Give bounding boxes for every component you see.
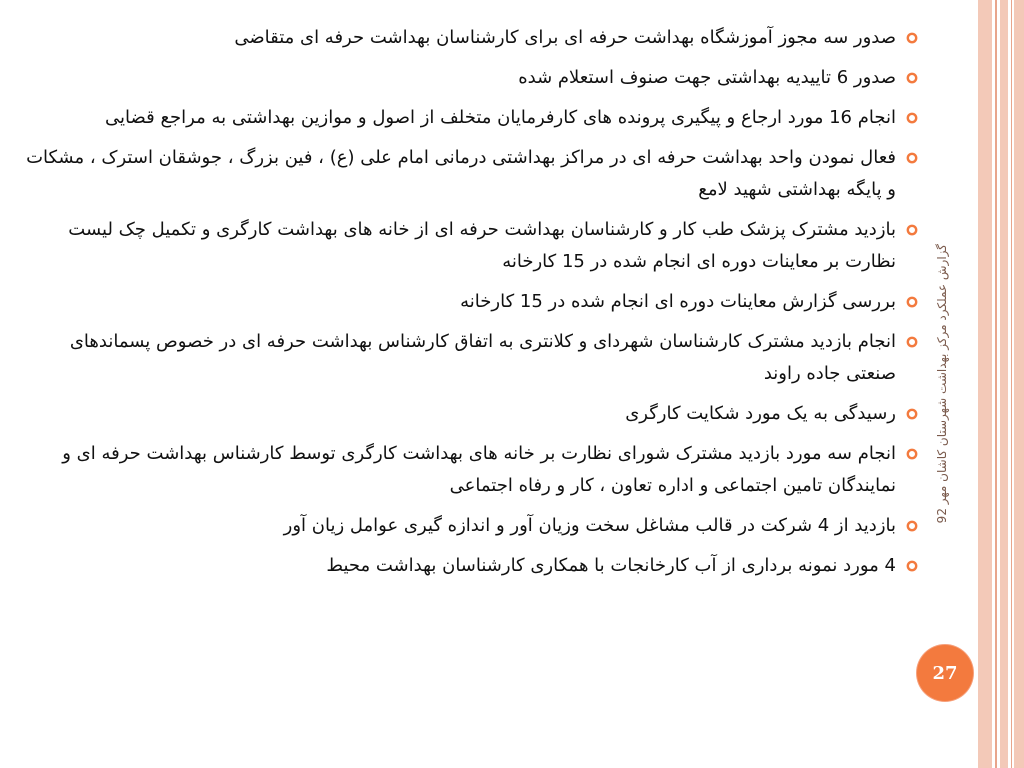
page-number: 27	[932, 662, 958, 684]
list-item-text: بازدید از 4 شرکت در قالب مشاغل سخت وزیان آور و اندازه گیری عوامل زیان آور	[283, 515, 896, 536]
list-item	[20, 142, 920, 206]
border-band	[978, 0, 992, 768]
list-item	[20, 510, 920, 542]
border-band	[1000, 0, 1008, 768]
list-item-text: انجام 16 مورد ارجاع و پیگیری پرونده های کارفرمایان متخلف از اصول و موازین بهداشتی به مراجع قضایی	[105, 107, 896, 128]
list-item-text: صدور سه مجوز آموزشگاه بهداشت حرفه ای برای کارشناسان بهداشت حرفه ای متقاضی	[234, 27, 896, 48]
list-item	[20, 62, 920, 94]
list-item	[20, 326, 920, 390]
list-item	[20, 22, 920, 54]
bullet-ring-icon	[906, 336, 918, 348]
bullet-ring-icon	[906, 408, 918, 420]
list-item-text: صدور 6 تاییدیه بهداشتی جهت صنوف استعلام شده	[518, 67, 896, 88]
side-caption-text: گزارش عملکرد مرکز بهداشت شهرستان کاشان مهر 92	[935, 244, 949, 524]
bullet-ring-icon	[906, 448, 918, 460]
list-item-text: بازدید مشترک پزشک طب کار و کارشناسان بهداشت حرفه ای از خانه های بهداشت کارگری و تکمیل چک لیست نظارت بر معاینات دوره ای انجام شده در 15 کارخانه	[68, 219, 896, 272]
list-item	[20, 286, 920, 318]
list-item	[20, 214, 920, 278]
list-item-text: انجام بازدید مشترک کارشناسان شهردای و کلانتری به اتفاق کارشناس بهداشت حرفه ای در خصوص پسماندهای صنعتی جاده راوند	[69, 331, 896, 384]
border-band	[1014, 0, 1024, 768]
bullet-ring-icon	[906, 296, 918, 308]
bullet-list	[20, 22, 920, 582]
list-item-text: فعال نمودن واحد بهداشت حرفه ای در مراکز بهداشتی درمانی امام علی (ع) ، فین بزرگ ، جوشقان استرک ، مشکات و پایگه بهداشتی شهید لامع	[26, 147, 896, 200]
list-item-text: رسیدگی به یک مورد شکایت کارگری	[625, 403, 896, 424]
list-item	[20, 102, 920, 134]
border-line	[995, 0, 997, 768]
bullet-ring-icon	[906, 560, 918, 572]
list-item	[20, 398, 920, 430]
list-item-text: 4 مورد نمونه برداری از آب کارخانجات با همکاری کارشناسان بهداشت محیط	[326, 555, 896, 576]
bullet-ring-icon	[906, 72, 918, 84]
bullet-ring-icon	[906, 112, 918, 124]
list-item	[20, 438, 920, 502]
bullet-ring-icon	[906, 520, 918, 532]
bullet-ring-icon	[906, 152, 918, 164]
border-line	[1011, 0, 1012, 768]
bullet-ring-icon	[906, 32, 918, 44]
page-number-badge	[917, 645, 973, 701]
list-item	[20, 550, 920, 582]
list-item-text: بررسی گزارش معاینات دوره ای انجام شده در 15 کارخانه	[460, 291, 896, 312]
bullet-ring-icon	[906, 224, 918, 236]
list-item-text: انجام سه مورد بازدید مشترک شورای نظارت بر خانه های بهداشت کارگری توسط کارشناس بهداشت حرفه ای و نمایندگان تامین اجتماعی و اداره تعاون ، کار و رفاه اجتماعی	[62, 443, 896, 496]
